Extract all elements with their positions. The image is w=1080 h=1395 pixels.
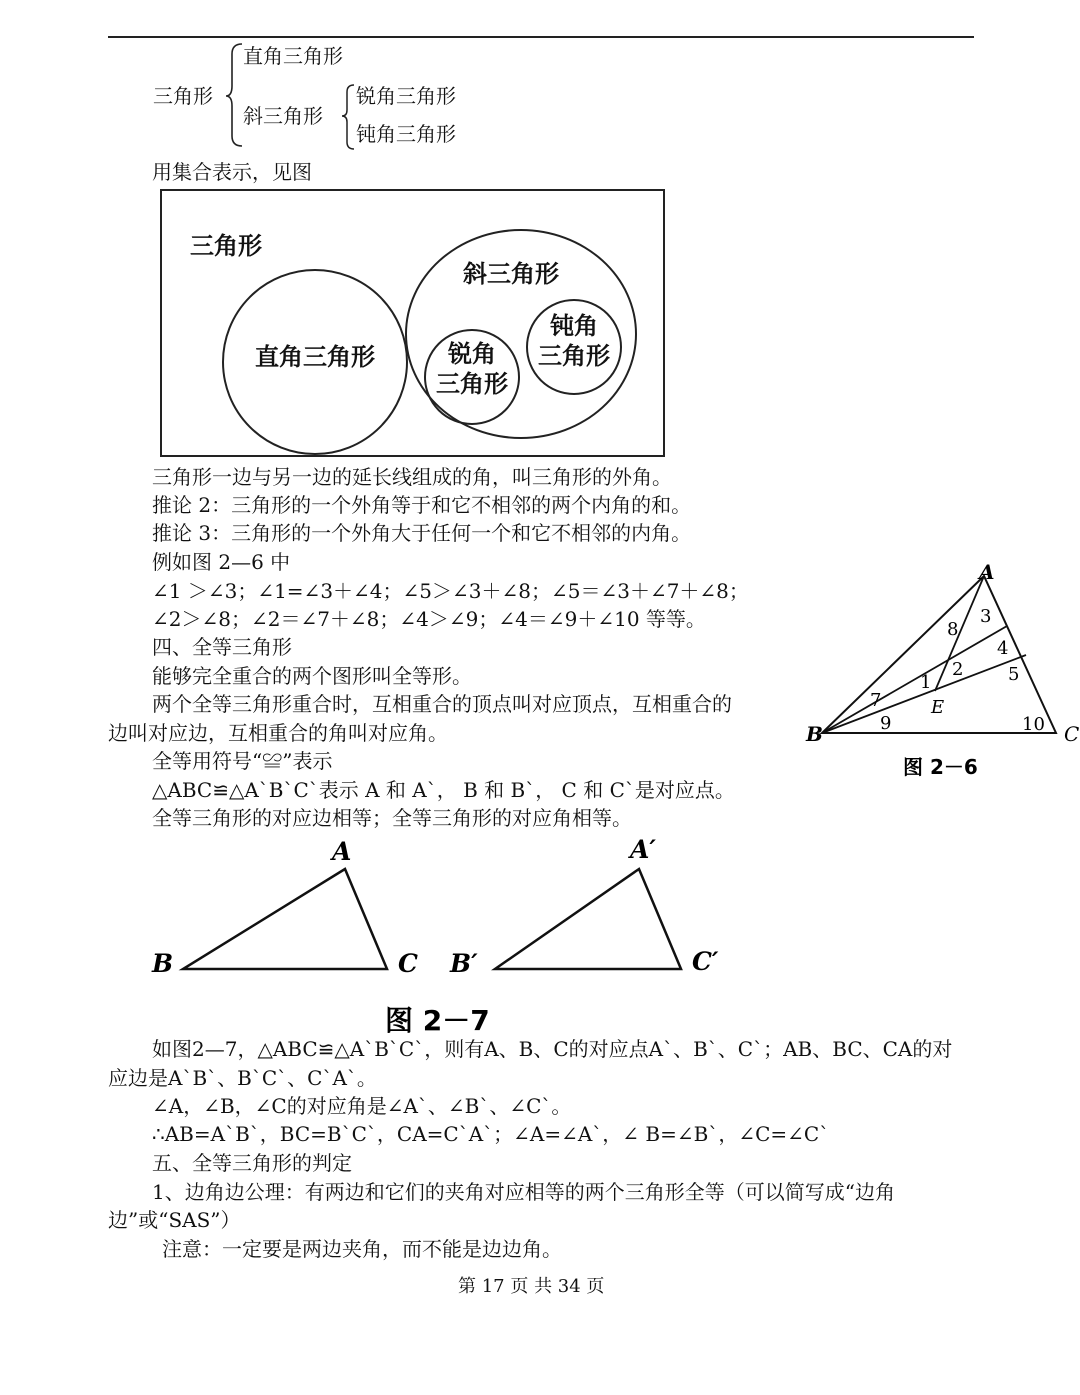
example-line-2: ∠2＞∠8；∠2＝∠7＋∠8；∠4＞∠9；∠4＝∠9＋∠10 等等。: [152, 607, 706, 631]
class-oblique: 斜三角形: [243, 104, 323, 128]
fig26-angle-8: 8: [947, 619, 959, 640]
corresponding-line-2: 边叫对应边，互相重合的角叫对应角。: [108, 721, 448, 745]
figure-2-6: [800, 560, 1080, 790]
sas-line-2: 边”或“SAS”）: [108, 1208, 241, 1232]
therefore-line: ∴AB=A`B`，BC=B`C`，CA=C`A`；∠A=∠A`，∠ B=∠B`，∠C=∠C`: [152, 1122, 830, 1146]
fig26-angle-3: 3: [980, 606, 992, 627]
sas-line-1: 1、边角边公理：有两边和它们的夹角对应相等的两个三角形全等（可以简写成“边角: [152, 1180, 895, 1204]
venn-obtuse-label2: 三角形: [538, 342, 610, 370]
fig26-label-A: A: [979, 560, 995, 584]
congruent-definition: 能够完全重合的两个图形叫全等形。: [152, 664, 472, 688]
venn-right-label: 直角三角形: [255, 343, 375, 371]
fig26-angle-9: 9: [880, 713, 892, 734]
page-footer: 第 17 页 共 34 页: [458, 1276, 605, 1297]
example-2-7-line-2: 应边是A`B`、B`C`、C`A`。: [108, 1066, 377, 1090]
class-right: 直角三角形: [243, 44, 343, 68]
section-5-heading: 五、全等三角形的判定: [152, 1151, 352, 1175]
corollary-2: 推论 2：三角形的一个外角等于和它不相邻的两个内角的和。: [152, 493, 692, 517]
fig27-label-C: C: [398, 949, 418, 978]
fig27-label-A: A: [332, 837, 352, 866]
corresponding-line-1: 两个全等三角形重合时，互相重合的顶点叫对应顶点，互相重合的: [152, 692, 732, 716]
note-line: 注意：一定要是两边夹角，而不能是边边角。: [162, 1237, 562, 1261]
fig26-caption: 图 2－6: [903, 755, 978, 779]
class-root: 三角形: [153, 84, 213, 108]
venn-triangle-label: 三角形: [190, 232, 262, 260]
venn-diagram: [160, 189, 665, 457]
fig26-label-E: E: [931, 697, 945, 718]
example-intro: 例如图 2—6 中: [152, 550, 291, 574]
fig26-angle-4: 4: [997, 638, 1009, 659]
corresponding-angles-line: ∠A，∠B，∠C的对应角是∠A`、∠B`、∠C`。: [152, 1094, 572, 1118]
fig26-angle-2: 2: [952, 659, 964, 680]
top-rule: [108, 36, 974, 38]
venn-obtuse-label1: 钝角: [550, 312, 598, 340]
property-line: 全等三角形的对应边相等；全等三角形的对应角相等。: [152, 806, 632, 830]
fig27-triangle-abc: [183, 869, 387, 969]
fig26-angle-7: 7: [870, 690, 882, 711]
set-intro: 用集合表示，见图: [152, 160, 312, 184]
notation-line: △ABC≌△A`B`C`表示 A 和 A`， B 和 B`， C 和 C`是对应点。: [152, 778, 735, 802]
venn-acute-label2: 三角形: [436, 370, 508, 398]
fig27-label-B: B: [152, 949, 174, 978]
venn-oblique-label: 斜三角形: [463, 260, 559, 288]
exterior-angle-definition: 三角形一边与另一边的延长线组成的角，叫三角形的外角。: [152, 465, 672, 489]
figure-2-7: [140, 832, 740, 1042]
corollary-3: 推论 3：三角形的一个外角大于任何一个和它不相邻的内角。: [152, 521, 692, 545]
fig27-label-A2: A′: [630, 835, 656, 864]
fig26-label-C: C: [1064, 722, 1080, 746]
venn-acute-label1: 锐角: [448, 340, 496, 368]
example-line-1: ∠1 ＞∠3；∠1=∠3＋∠4；∠5＞∠3＋∠8；∠5＝∠3＋∠7＋∠8；: [152, 579, 749, 603]
fig26-angle-10: 10: [1022, 714, 1045, 735]
fig27-triangle-a2b2c2: [495, 869, 681, 969]
section-4-heading: 四、全等三角形: [152, 635, 292, 659]
fig26-angle-1: 1: [920, 672, 932, 693]
fig27-label-B2: B′: [450, 949, 478, 978]
fig26-angle-5: 5: [1008, 664, 1020, 685]
fig26-line-BD: [822, 655, 1026, 733]
class-acute: 锐角三角形: [356, 84, 456, 108]
fig27-caption: 图 2－7: [385, 1004, 490, 1037]
fig27-label-C2: C′: [692, 947, 719, 976]
symbol-line: 全等用符号“≌”表示: [152, 749, 333, 773]
example-2-7-line-1: 如图2—7，△ABC≌△A`B`C`，则有A、B、C的对应点A`、B`、C`；AB、BC、CA的对: [152, 1037, 953, 1061]
fig26-label-B: B: [806, 722, 823, 746]
class-obtuse: 钝角三角形: [356, 122, 456, 146]
